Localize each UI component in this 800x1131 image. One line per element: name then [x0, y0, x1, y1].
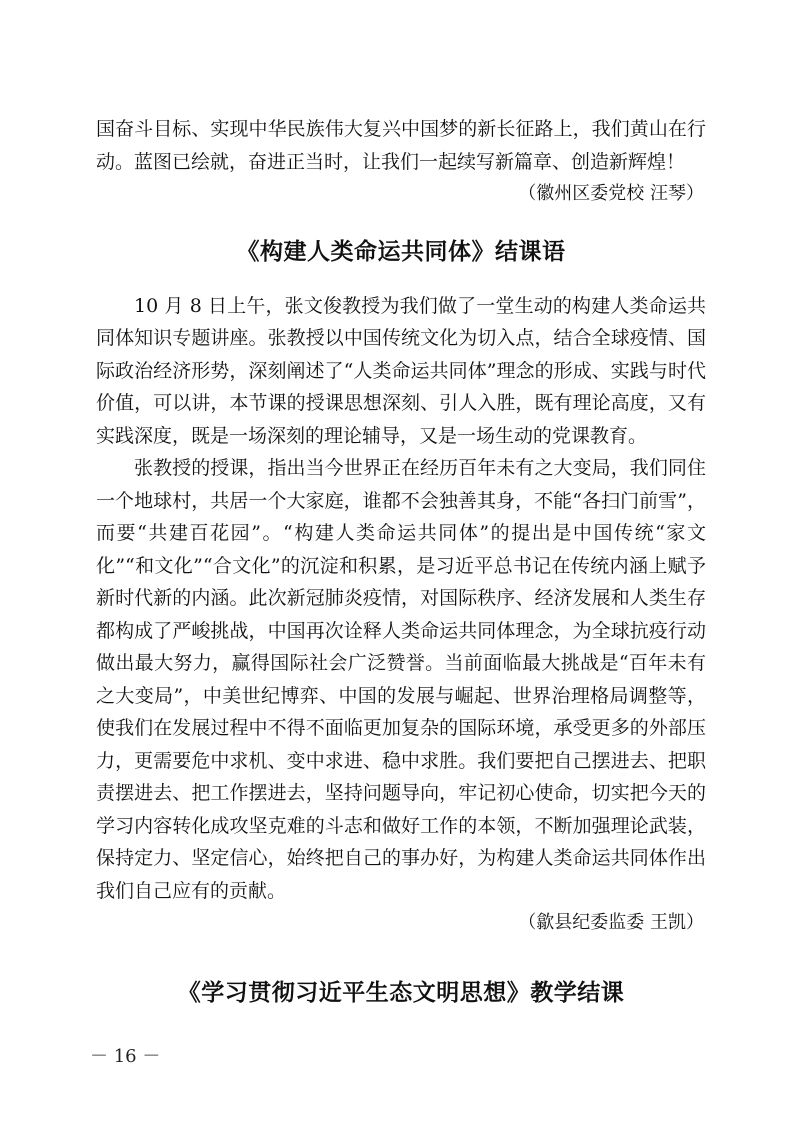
section-title-ecology: 《学习贯彻习近平生态文明思想》教学结课 [177, 979, 625, 1006]
prev-signature: （徽州区委党校 汪琴） [518, 183, 704, 204]
section-1-signature: （歙县纪委监委 王凯） [518, 912, 704, 933]
section-title-community: 《构建人类命运共同体》结课语 [236, 238, 566, 265]
paragraph-2: 张教授的授课，指出当今世界正在经历百年未有之大变局，我们同住一个地球村，共居一个大家庭，谁都不会独善其身，不能“各扫门前雪”，而要“共建百花园”。“构建人类命运共同体”的提出是中国传统“家文化”“和文化”“合文化”的沉淀和积累，是习近平总书记在传统内涵上赋予新时代新的内涵。此次新冠肺炎疫情，对国际秩序、经济发展和人类生存都构成了严峻挑战，中国再次诠释人类命运共同体理念，为全球抗疫行动做出最大努力，赢得国际社会广泛赞誉。当前面临最大挑战是“百年未有之大变局”，中美世纪博弈、中国的发展与崛起、世界治理格局调整等，使我们在发展过程中不得不面临更加复杂的国际环境，承受更多的外部压力，更需要危中求机、变中求进、稳中求胜。我们要把自己摆进去、把职责摆进去、把工作摆进去，坚持问题导向，牢记初心使命，切实把今天的学习内容转化成攻坚克难的斗志和做好工作的本领，不断加强理论武装，保持定力、坚定信心，始终把自己的事办好，为构建人类命运共同体作出我们自己应有的贡献。 [96, 457, 706, 902]
paragraph-1: 10 月 8 日上午，张文俊教授为我们做了一堂生动的构建人类命运共同体知识专题讲座。张教授以中国传统文化为切入点，结合全球疫情、国际政治经济形势，深刻阐述了“人类命运共同体”理念的形成、实践与时代价值，可以讲，本节课的授课思想深刻、引人入胜，既有理论高度，又有实践深度，既是一场深刻的理论辅导，又是一场生动的党课教育。 [96, 294, 706, 447]
prev-paragraph-tail: 国奋斗目标、实现中华民族伟大复兴中国梦的新长征路上，我们黄山在行动。蓝图已绘就，奋进正当时，让我们一起续写新篇章、创造新辉煌！ [96, 118, 706, 173]
page-number: － 16 － [90, 1046, 161, 1067]
page-content [96, 113, 706, 1007]
